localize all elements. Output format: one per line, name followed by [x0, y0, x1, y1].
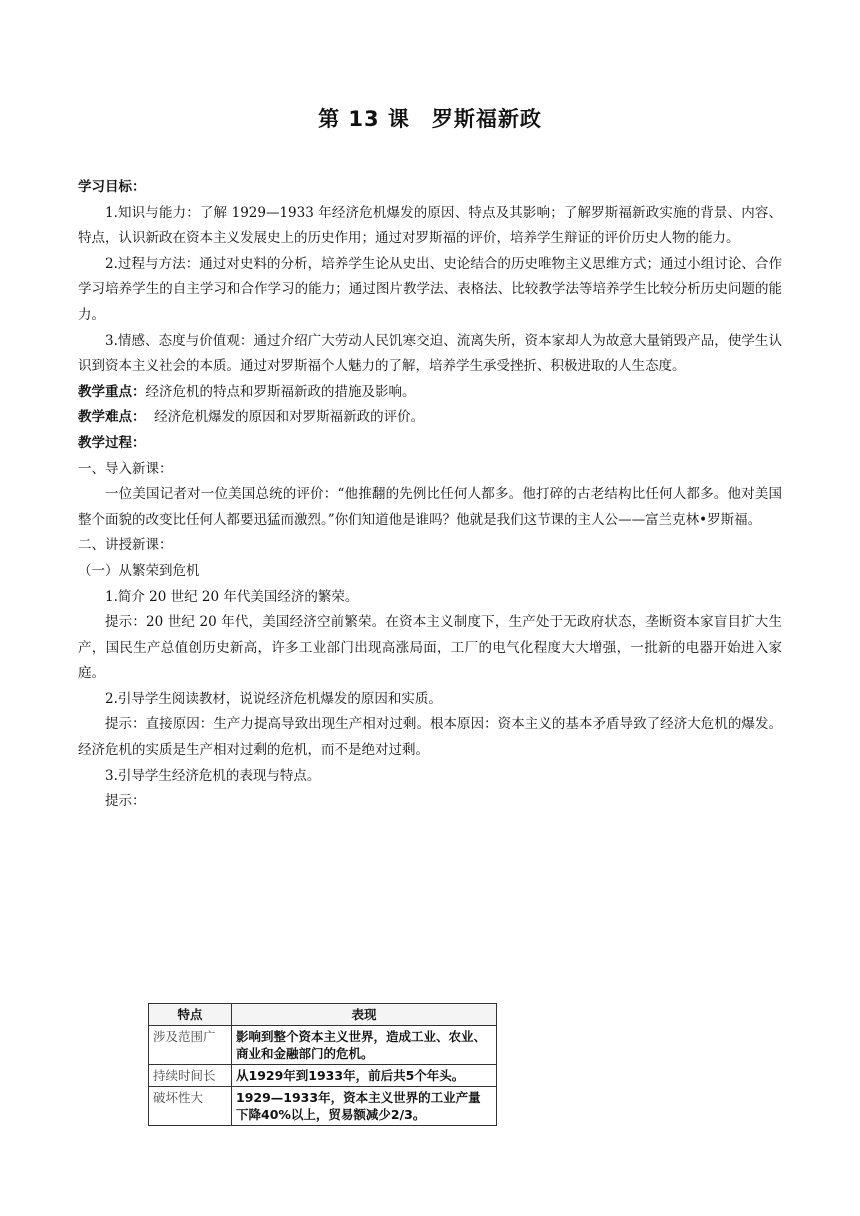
table-feature-cell: 持续时间长: [149, 1065, 232, 1087]
key-points: [78, 380, 782, 406]
section-item: 2.引导学生阅读教材，说说经济危机爆发的原因和实质。: [105, 690, 442, 707]
table-description-cell: 影响到整个资本主义世界，造成工业、农业、商业和金融部门的危机。: [232, 1026, 497, 1065]
section-item: 3.引导学生经济危机的表现与特点。: [105, 767, 321, 784]
table-description-cell: 从1929年到1933年，前后共5个年头。: [232, 1065, 497, 1087]
part1-text: 一位美国记者对一位美国总统的评价：“他推翻的先例比任何人都多。他打碎的古老结构比任何人都多。他对美国整个面貌的改变比任何人都要迅猛而激烈。”你们知道他是谁吗？他就是我们这节课的主人公——富兰克林•罗斯福。: [78, 486, 782, 528]
lesson-title: 第 13 课 罗斯福新政: [318, 107, 542, 131]
table-header-cell: 特点: [149, 1004, 232, 1026]
document-body: [78, 175, 782, 815]
table-feature-cell: 破坏性大: [149, 1087, 232, 1126]
part1-heading: 一、导入新课：: [78, 460, 173, 477]
table-feature-cell: 涉及范围广: [149, 1026, 232, 1065]
part2-heading: 二、讲授新课：: [78, 537, 173, 554]
table-row: [149, 1087, 497, 1126]
section-item: 1.简介 20 世纪 20 年代美国经济的繁荣。: [105, 588, 359, 605]
objective-paragraph: 3.情感、态度与价值观：通过介绍广大劳动人民饥寒交迫、流离失所，资本家却人为故意大量销毁产品，使学生认识到资本主义社会的本质。通过对罗斯福个人魅力的了解，培养学生承受挫折、积极进取的人生态度。: [78, 332, 782, 375]
process-heading: 教学过程：: [78, 434, 146, 451]
table-row: [149, 1026, 497, 1065]
difficulties-text: 经济危机爆发的原因和对罗斯福新政的评价。: [145, 409, 425, 426]
key-points-label: 教学重点：: [78, 383, 146, 400]
hint-paragraph: 提示：20 世纪 20 年代，美国经济空前繁荣。在资本主义制度下，生产处于无政府状态，垄断资本家盲目扩大生产，国民生产总值创历史新高，许多工业部门出现高涨局面，工厂的电气化程度大大增强，一批新的电器开始进入家庭。: [78, 614, 782, 682]
hint-paragraph: 提示：直接原因：生产力提高导致出现生产相对过剩。根本原因：资本主义的基本矛盾导致了经济大危机的爆发。经济危机的实质是生产相对过剩的危机，而不是绝对过剩。: [78, 716, 782, 759]
hint-label: 提示：: [105, 793, 146, 810]
difficulties-label: 教学难点：: [78, 409, 146, 426]
table-header-cell: 表现: [232, 1004, 497, 1026]
table-description-cell: 1929—1933年，资本主义世界的工业产量下降40%以上，贸易额减少2/3。: [232, 1087, 497, 1126]
objectives-heading: 学习目标：: [78, 179, 146, 195]
crisis-features-table: [148, 1003, 497, 1126]
section1-heading: （一）从繁荣到危机: [78, 562, 200, 579]
table-header-row: [149, 1004, 497, 1026]
table-row: [149, 1065, 497, 1087]
objective-paragraph: 2.过程与方法：通过对史料的分析，培养学生论从史出、史论结合的历史唯物主义思维方式；通过小组讨论、合作学习培养学生的自主学习和合作学习的能力；通过图片教学法、表格法、比较教学法等培养学生比较分析历史问题的能力。: [78, 255, 782, 323]
difficulties: [78, 405, 782, 431]
key-points-text: 经济危机的特点和罗斯福新政的措施及影响。: [145, 383, 416, 400]
objective-paragraph: 1.知识与能力：了解 1929—1933 年经济危机爆发的原因、特点及其影响；了解罗斯福新政实施的背景、内容、特点，认识新政在资本主义发展史上的历史作用；通过对罗斯福的评价，培养学生辩证的评价历史人物的能力。: [78, 204, 782, 247]
